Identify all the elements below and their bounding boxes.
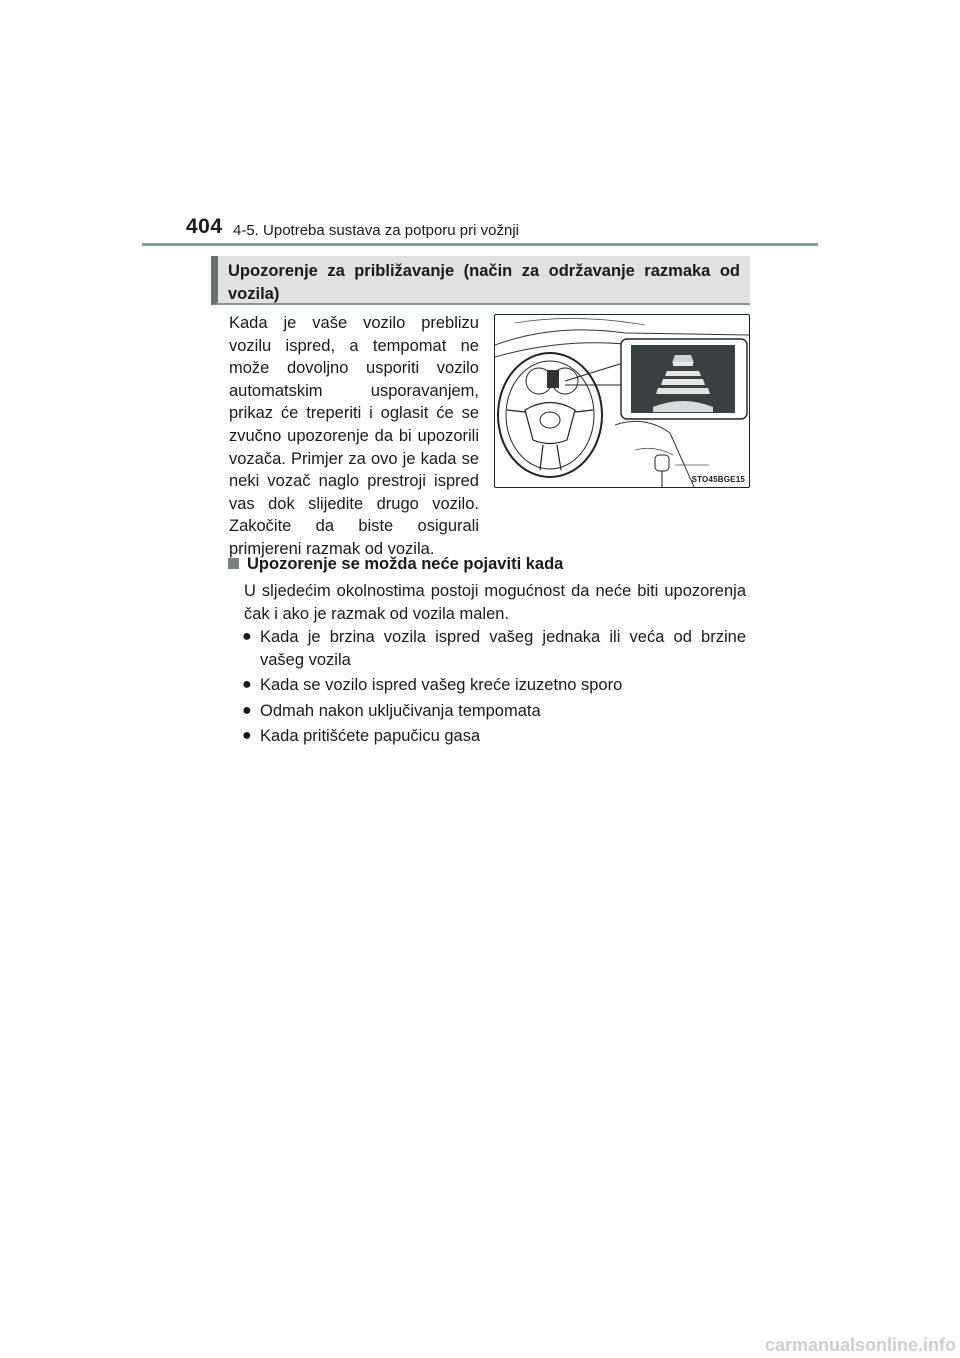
section-title: Upozorenje za približavanje (način za održavanje razmaka od vozila) xyxy=(228,262,740,303)
list-item xyxy=(242,674,746,697)
subsection-title: Upozorenje se možda neće pojaviti kada xyxy=(247,555,564,573)
figure-dashboard-illustration xyxy=(494,314,750,488)
list-item xyxy=(242,725,746,748)
filled-circle-bullet-icon: ● xyxy=(242,701,252,719)
list-item-text: Kada se vozilo ispred vašeg kreće izuzetno sporo xyxy=(260,676,623,694)
list-item-text: Kada pritišćete papučicu gasa xyxy=(260,727,481,745)
dashboard-line-drawing xyxy=(495,315,750,488)
square-bullet-icon xyxy=(228,558,239,569)
filled-circle-bullet-icon: ● xyxy=(242,676,252,693)
subsection-intro: U sljedećim okolnostima postoji mogućnost da neće biti upozorenja čak i ako je razmak od vozila malen. xyxy=(244,582,746,623)
figure-code: STO45BGE15 xyxy=(691,475,745,484)
list-item-text: Kada je brzina vozila ispred vašeg jednaka ili veća od brzine vašeg vozila xyxy=(260,628,746,669)
subsection-heading xyxy=(228,555,563,574)
list-item xyxy=(242,700,746,723)
section-title-box xyxy=(211,256,750,305)
conditions-list xyxy=(242,626,746,751)
body-paragraph: Kada je vaše vozilo preblizu vozilu ispred, a tempomat ne može dovoljno usporiti vozilo automatskim usporavanjem, prikaz će treperiti i oglasit će se zvučno upozorenje da bi upozorili vozača. Primjer za ovo je kada se neki vozač naglo prestroji ispred vas dok slijedite drugo vozilo. Zakočite da biste osigurali primjereni razmak od vozila. xyxy=(229,314,479,558)
list-item xyxy=(242,626,746,671)
chapter-title: 4-5. Upotreba sustava za potporu pri vožnji xyxy=(233,222,519,239)
filled-circle-bullet-icon: ● xyxy=(242,628,252,645)
list-item-text: Odmah nakon uključivanja tempomata xyxy=(260,701,541,720)
watermark: carmanualsonline.info xyxy=(764,1335,956,1355)
filled-circle-bullet-icon: ● xyxy=(242,727,252,744)
page-number: 404 xyxy=(186,215,223,238)
header-rule xyxy=(142,243,818,246)
